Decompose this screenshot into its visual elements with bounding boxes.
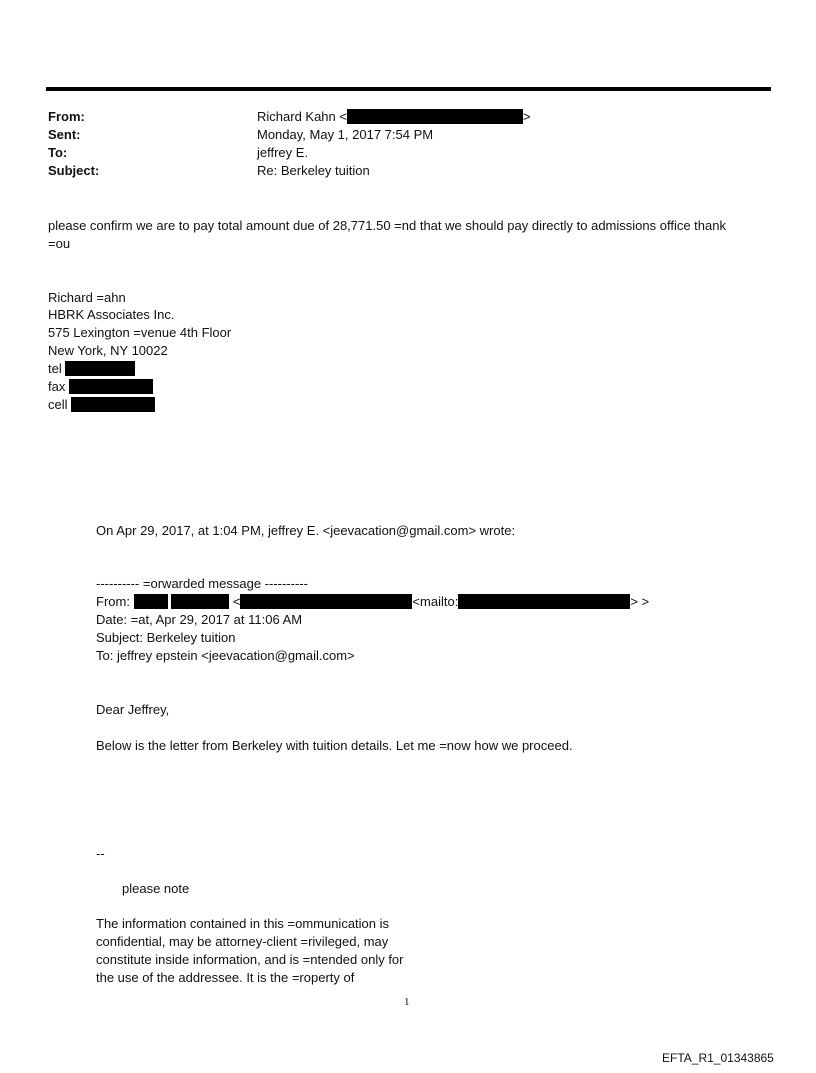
redaction-box xyxy=(171,594,229,609)
header-rule xyxy=(46,87,771,91)
signature-company: HBRK Associates Inc. xyxy=(48,307,175,322)
forwarded-mailto: <mailto: xyxy=(412,594,459,609)
signature-cell xyxy=(48,396,155,413)
forwarded-header: ---------- =orwarded message ---------- xyxy=(96,576,308,591)
sent-label: Sent: xyxy=(48,127,81,142)
forwarded-to: To: jeffrey epstein <jeevacation@gmail.com> xyxy=(96,648,355,663)
please-note: please note xyxy=(122,881,190,896)
sent-value: Monday, May 1, 2017 7:54 PM xyxy=(257,127,434,142)
forwarded-from-label: From: xyxy=(96,594,130,609)
from-close: > xyxy=(522,109,531,124)
forwarded-from-lt: < xyxy=(232,594,241,609)
signature-address-1: 575 Lexington =venue 4th Floor xyxy=(48,325,232,340)
bates-number: EFTA_R1_01343865 xyxy=(662,1051,774,1065)
signature-name: Richard =ahn xyxy=(48,290,126,305)
signature-tel xyxy=(48,360,135,377)
disclaimer-line-4: the use of the addressee. It is the =roperty of xyxy=(96,970,355,985)
forwarded-date: Date: =at, Apr 29, 2017 at 11:06 AM xyxy=(96,612,303,627)
cell-label: cell xyxy=(48,397,68,412)
greeting: Dear Jeffrey, xyxy=(96,702,170,717)
from-label: From: xyxy=(48,109,85,124)
fax-label: fax xyxy=(48,379,66,394)
tel-label: tel xyxy=(48,361,62,376)
forwarded-from-end: > > xyxy=(630,594,650,609)
body-line-2: =ou xyxy=(48,236,71,251)
subject-value: Re: Berkeley tuition xyxy=(257,163,370,178)
redaction-box xyxy=(240,594,412,609)
page-number: 1 xyxy=(404,996,410,1008)
subject-label: Subject: xyxy=(48,163,100,178)
to-label: To: xyxy=(48,145,68,160)
redaction-box xyxy=(134,594,168,609)
signature-address-2: New York, NY 10022 xyxy=(48,343,168,358)
to-value: jeffrey E. xyxy=(257,145,309,160)
from-value xyxy=(257,108,531,125)
from-name: Richard Kahn < xyxy=(257,109,347,124)
body-line-1: please confirm we are to pay total amount due of 28,771.50 =nd that we should pay directly to admissions office thank xyxy=(48,218,726,233)
message: Below is the letter from Berkeley with tuition details. Let me =now how we proceed. xyxy=(96,738,573,753)
signature-separator: -- xyxy=(96,846,105,861)
redaction-box xyxy=(347,109,523,124)
forwarded-subject: Subject: Berkeley tuition xyxy=(96,630,236,645)
disclaimer-line-2: confidential, may be attorney-client =rivileged, may xyxy=(96,934,389,949)
disclaimer-line-1: The information contained in this =ommunication is xyxy=(96,916,390,931)
redaction-box xyxy=(65,361,135,376)
quoted-intro: On Apr 29, 2017, at 1:04 PM, jeffrey E. <jeevacation@gmail.com> wrote: xyxy=(96,523,516,538)
disclaimer-line-3: constitute inside information, and is =ntended only for xyxy=(96,952,404,967)
signature-fax xyxy=(48,378,153,395)
redaction-box xyxy=(458,594,630,609)
redaction-box xyxy=(69,379,153,394)
forwarded-from xyxy=(96,593,649,610)
redaction-box xyxy=(71,397,155,412)
